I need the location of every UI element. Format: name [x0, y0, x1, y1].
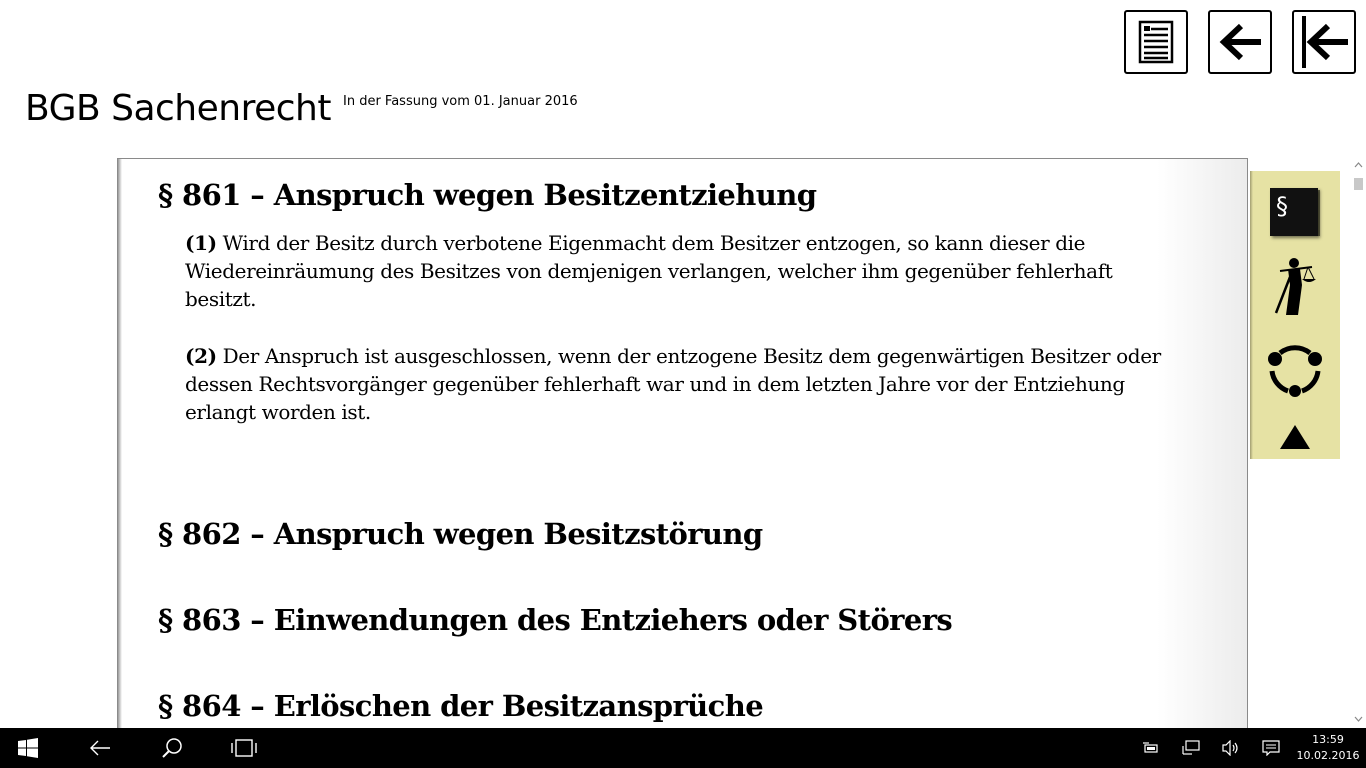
- go-to-start-button[interactable]: [1292, 10, 1356, 74]
- start-button[interactable]: [4, 728, 52, 768]
- search-icon: [161, 737, 183, 759]
- clock[interactable]: [1292, 732, 1364, 766]
- paragraph-glyph: §: [1276, 192, 1288, 220]
- battery-icon: [1142, 741, 1160, 755]
- arrow-to-start-icon: [1298, 14, 1350, 70]
- back-button[interactable]: [1208, 10, 1272, 74]
- subsection-number: (2): [185, 344, 217, 368]
- action-center-icon: [1262, 740, 1280, 756]
- clock-time: 13:59: [1312, 733, 1344, 746]
- section-heading-864[interactable]: § 864 – Erlöschen der Besitzansprüche: [158, 689, 764, 723]
- action-center-button[interactable]: [1260, 738, 1282, 758]
- subsection-text: Wird der Besitz durch verbotene Eigenmacht dem Besitzer entzogen, so kann dieser die Wiedereinräumung des Besitzes von demjenigen verlangen, welcher ihm gegenüber fehlerhaft besitzt.: [185, 231, 1113, 311]
- scroll-to-top-button[interactable]: [1265, 407, 1325, 467]
- battery-tray-button[interactable]: [1140, 738, 1162, 758]
- arrow-left-icon: [1217, 22, 1263, 62]
- task-view-button[interactable]: [220, 728, 268, 768]
- app-title: BGB Sachenrecht: [25, 88, 331, 129]
- share-button[interactable]: [1265, 338, 1325, 398]
- section-heading-862[interactable]: § 862 – Anspruch wegen Besitzstörung: [158, 517, 763, 551]
- subsection-number: (1): [185, 231, 217, 255]
- back-icon: [89, 740, 111, 756]
- network-icon: [1182, 740, 1200, 756]
- version-subtitle: In der Fassung vom 01. Januar 2016: [343, 94, 578, 109]
- scrollbar-thumb[interactable]: [1354, 178, 1363, 190]
- taskbar: [0, 728, 1366, 768]
- search-button[interactable]: [148, 728, 196, 768]
- section-heading-861[interactable]: § 861 – Anspruch wegen Besitzentziehung: [158, 178, 817, 212]
- volume-tray-button[interactable]: [1220, 738, 1242, 758]
- table-of-contents-button[interactable]: [1124, 10, 1188, 74]
- share-icon: [1266, 339, 1324, 397]
- network-tray-button[interactable]: [1180, 738, 1202, 758]
- windows-start-icon: [18, 738, 38, 758]
- caret-up-icon: [1354, 162, 1363, 168]
- taskbar-back-button[interactable]: [76, 728, 124, 768]
- justice-button[interactable]: [1265, 257, 1325, 317]
- scroll-up-arrow[interactable]: [1352, 160, 1364, 170]
- paragraph-icon: [1268, 186, 1322, 240]
- law-text-panel[interactable]: [117, 158, 1248, 728]
- subsection-text: Der Anspruch ist ausgeschlossen, wenn der entzogene Besitz dem gegenwärtigen Besitzer oder dessen Rechtsvorgänger gegenüber fehlerhaft war und in dem letzten Jahre vor der Entziehung erlangt worden ist.: [185, 344, 1161, 424]
- paragraph-button[interactable]: [1265, 183, 1325, 243]
- task-view-icon: [231, 739, 257, 757]
- triangle-up-icon: [1278, 423, 1312, 451]
- clock-date: 10.02.2016: [1296, 749, 1360, 762]
- volume-icon: [1222, 740, 1240, 756]
- scroll-down-arrow[interactable]: [1352, 714, 1364, 724]
- section-heading-863[interactable]: § 863 – Einwendungen des Entziehers oder Störers: [158, 603, 953, 637]
- justitia-icon: [1270, 255, 1320, 319]
- caret-down-icon: [1354, 716, 1363, 722]
- subsection-1: [185, 229, 1185, 313]
- side-toolbar: [1250, 171, 1340, 459]
- subsection-2: [185, 342, 1185, 426]
- document-list-icon: [1136, 20, 1176, 64]
